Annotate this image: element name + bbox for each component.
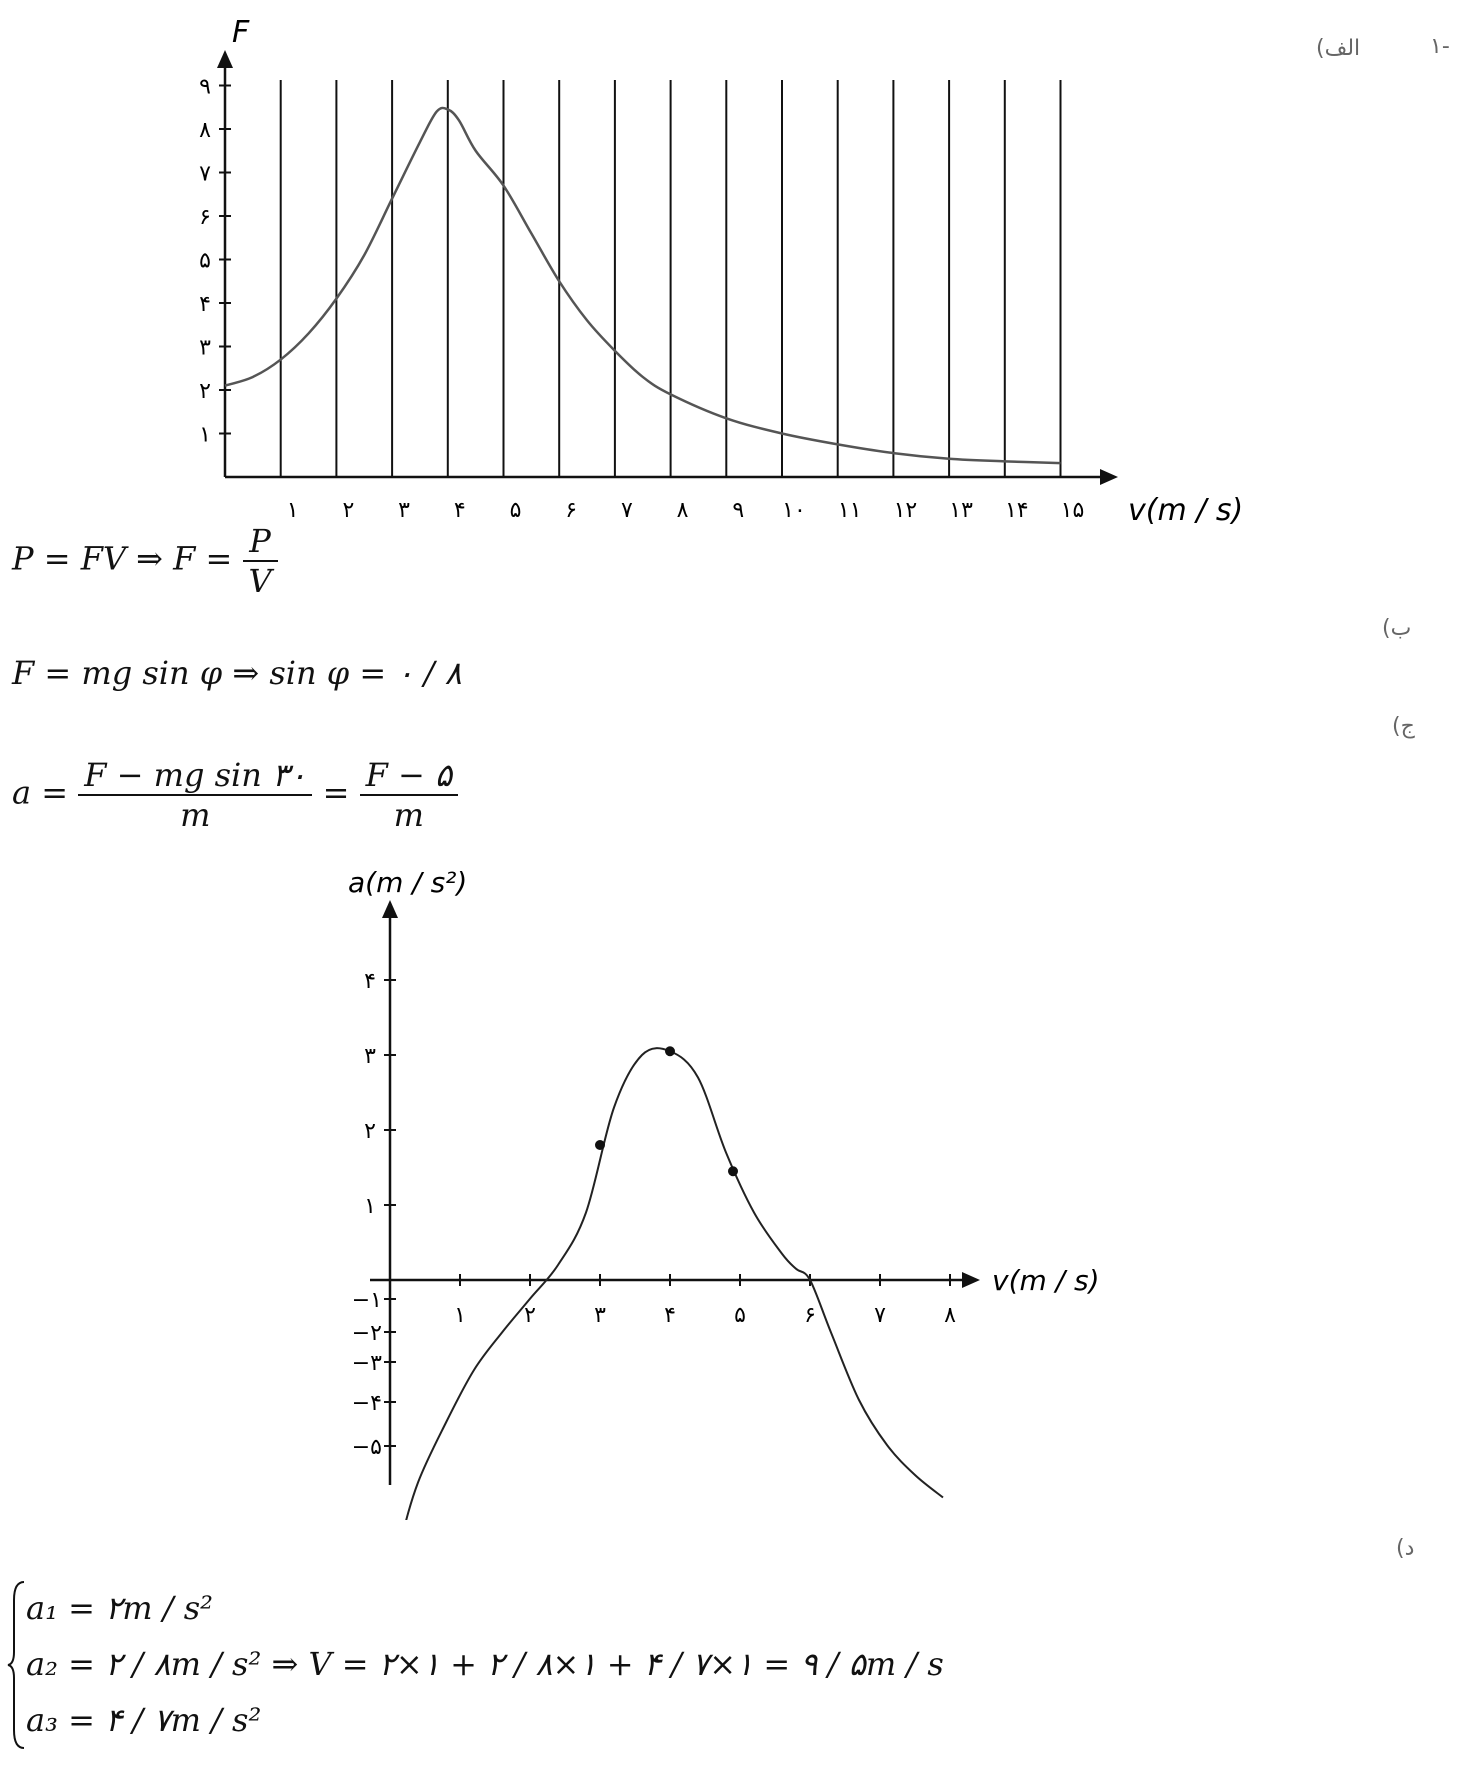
x-tick-labels <box>454 1303 956 1328</box>
y-tick-label: ۸ <box>199 118 211 143</box>
x-tick-label: ۶ <box>565 498 578 523</box>
y-tick-label: −۵ <box>351 1435 382 1460</box>
x-tick-label: ۵ <box>509 498 522 523</box>
x-tick-label: ۱۳ <box>949 498 973 523</box>
x-axis-label: v(m / s) <box>1128 493 1244 528</box>
x-tick-label: ۱۰ <box>782 498 806 523</box>
x-tick-label: ۵ <box>734 1303 746 1328</box>
y-tick-label: ۲ <box>199 379 211 404</box>
x-tick-label: ۸ <box>944 1303 956 1328</box>
y-tick-label: ۹ <box>199 74 211 100</box>
data-points <box>595 1046 738 1176</box>
x-tick-label: ۸ <box>676 498 689 523</box>
x-axis-arrow <box>962 1272 980 1288</box>
y-tick-label: ۵ <box>199 248 211 274</box>
data-point <box>728 1166 738 1176</box>
left-brace <box>6 1580 28 1750</box>
force-curve <box>225 108 1061 463</box>
x-tick-label: ۱ <box>286 498 299 523</box>
y-tick-label: −۲ <box>351 1321 382 1346</box>
x-tick-label: ۳ <box>398 498 411 523</box>
power-equation: P = FV ⇒ F = $\frac{P}{V}$ <box>12 522 278 600</box>
part-d-label: د) <box>1396 1536 1415 1561</box>
x-tick-label: ۴ <box>664 1303 676 1328</box>
y-tick-label: ۲ <box>364 1119 376 1144</box>
y-tick-label: ۶ <box>199 205 211 230</box>
acceleration-velocity-chart <box>0 860 1468 1520</box>
system-row-3: a₃ = ۴ / ۷m / s² <box>26 1701 262 1739</box>
acceleration-system <box>6 1580 944 1748</box>
y-tick-label: ۱ <box>199 422 211 448</box>
y-axis-arrow <box>217 50 233 68</box>
acceleration-curve <box>390 1048 943 1520</box>
y-tick-labels <box>352 969 382 1460</box>
system-row-2: a₂ = ۲ / ۸m / s² ⇒ V = ۲×۱ + ۲ / ۸×۱ + ۴ / ۷×۱ = ۹ / ۵m / s <box>26 1645 944 1683</box>
y-tick-label: ۱ <box>364 1194 376 1219</box>
y-axis-label: a(m / s²) <box>348 866 468 899</box>
part-b-label: ب) <box>1382 616 1412 641</box>
x-tick-labels <box>287 498 1085 523</box>
x-tick-label: ۷ <box>620 498 633 523</box>
y-tick-label: ۳ <box>364 1044 376 1069</box>
x-tick-label: ۱۵ <box>1060 498 1085 523</box>
x-tick-label: ۶ <box>804 1303 816 1328</box>
acceleration-equation: a = $\frac{\text{F − mg sin ۳۰}}{m}$ = $\frac{F - ۵}{m}$ <box>12 756 458 834</box>
y-tick-labels <box>199 75 211 448</box>
x-axis-arrow <box>1100 469 1118 485</box>
part-a-label: الف) <box>1316 36 1361 61</box>
x-tick-label: ۷ <box>874 1303 886 1328</box>
x-tick-label: ۱۲ <box>893 498 918 523</box>
x-tick-label: ۱۱ <box>837 498 862 523</box>
sin-equation: F = mg sin φ ⇒ sin φ = ۰ / ۸ <box>12 654 462 692</box>
y-tick-label: −۴ <box>351 1391 382 1416</box>
x-axis-label: v(m / s) <box>992 1264 1100 1297</box>
data-point <box>595 1140 605 1150</box>
force-velocity-chart <box>0 0 1468 540</box>
y-tick-label: ۴ <box>199 292 211 317</box>
x-tick-label: ۴ <box>453 498 466 523</box>
y-tick-label: ۴ <box>364 969 376 994</box>
y-axis-arrow <box>382 900 398 918</box>
x-tick-label: ۱۴ <box>1004 498 1029 523</box>
y-tick-label: −۳ <box>351 1351 382 1376</box>
y-tick-label: ۷ <box>199 161 211 187</box>
axes <box>217 50 1118 485</box>
system-row-1: a₁ = ۲m / s² <box>26 1589 213 1627</box>
data-point <box>665 1046 675 1056</box>
y-tick-label: ۳ <box>199 335 211 361</box>
axes <box>370 900 980 1485</box>
y-axis-label: F <box>232 15 250 50</box>
x-tick-label: ۹ <box>732 498 745 523</box>
vertical-gridlines <box>281 80 1061 477</box>
x-tick-label: ۳ <box>594 1303 606 1328</box>
y-tick-label: −۱ <box>351 1288 382 1313</box>
x-tick-label: ۱ <box>454 1303 466 1328</box>
x-tick-label: ۲ <box>342 498 355 523</box>
part-c-label: ج) <box>1392 714 1415 739</box>
question-number: -۱ <box>1430 34 1450 59</box>
x-tick-label: ۲ <box>524 1303 536 1328</box>
